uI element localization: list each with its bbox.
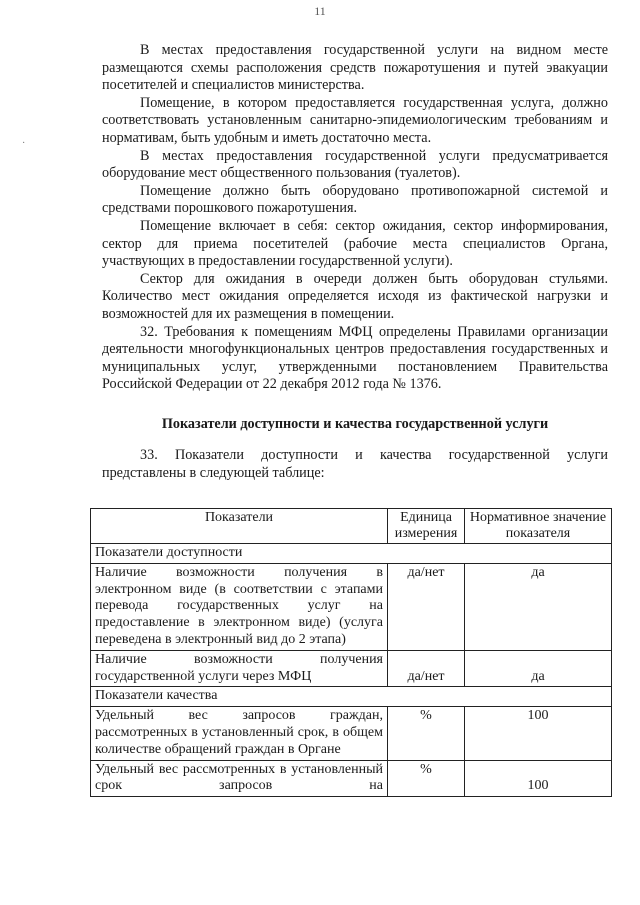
paragraph-room-sectors: Помещение включает в себя: сектор ожидания, сектор информирования, сектор для приема посетителей (рабочие места специалистов Органа, участвующих в предоставлении государственной услуги). <box>102 217 608 270</box>
section-row <box>91 544 612 564</box>
unit-cell: да/нет <box>388 563 465 650</box>
paragraph-fire-system: Помещение должно быть оборудовано противопожарной системой и средствами порошкового пожаротушения. <box>102 182 608 217</box>
unit-cell: % <box>388 760 465 797</box>
indicator-cell: Наличие возможности получения государственной услуги через МФЦ <box>91 650 388 687</box>
indicators-table <box>90 508 612 797</box>
indicator-cell: Удельный вес запросов граждан, рассмотренных в установленный срок, в общем количестве обращений граждан в Органе <box>91 707 388 760</box>
norm-cell: да <box>465 650 612 687</box>
margin-mark: · <box>22 138 26 149</box>
section-title-accessibility: Показатели доступности <box>91 544 612 564</box>
norm-cell: 100 <box>465 760 612 797</box>
norm-cell: 100 <box>465 707 612 760</box>
table-row <box>91 563 612 650</box>
table-row <box>91 707 612 760</box>
page-number: 11 <box>314 4 326 18</box>
paragraph-waiting-sector: Сектор для ожидания в очереди должен быть оборудован стульями. Количество мест ожидания определяется исходя из фактической нагрузки и возможностей для их размещения в помещении. <box>102 270 608 322</box>
document-body <box>102 42 608 483</box>
section-heading: Показатели доступности и качества государственной услуги <box>161 415 549 432</box>
paragraph-public-facilities: В местах предоставления государственной услуги предусматривается оборудование мест общественного пользования (туалетов). <box>102 147 608 182</box>
header-unit: Единица измерения <box>388 509 465 544</box>
norm-cell: да <box>465 563 612 650</box>
section-title-quality: Показатели качества <box>91 687 612 707</box>
paragraph-table-intro: 33. Показатели доступности и качества государственной услуги представлены в следующей таблице: <box>102 447 608 482</box>
paragraph-mfc-requirements: 32. Требования к помещениям МФЦ определены Правилами организации деятельности многофункциональных центров предоставления государственных и муниципальных услуг, утвержденными постановлением Правительства Российской Федерации от 22 декабря 2012 года № 1376. <box>102 323 608 393</box>
paragraph-sanitary-requirements: Помещение, в котором предоставляется государственная услуга, должно соответствовать установленным санитарно-эпидемиологическим требованиям и нормативам, быть удобным и иметь достаточно места. <box>102 94 608 146</box>
indicator-cell: Наличие возможности получения в электронном виде (в соответствии с этапами перевода государственных услуг на предоставление в электронном виде) (услуга переведена в электронный вид до 2 этапа) <box>91 563 388 650</box>
table-header-row <box>91 509 612 544</box>
unit-cell: % <box>388 707 465 760</box>
table-row <box>91 760 612 797</box>
header-norm: Нормативное значение показателя <box>465 509 612 544</box>
indicator-cell: Удельный вес рассмотренных в установленный срок запросов на <box>91 760 388 797</box>
header-indicator: Показатели <box>91 509 388 544</box>
unit-cell: да/нет <box>388 650 465 687</box>
paragraph-evacuation-schemes: В местах предоставления государственной услуги на видном месте размещаются схемы расположения средств пожаротушения и путей эвакуации посетителей и специалистов министерства. <box>102 42 608 94</box>
table-row <box>91 650 612 687</box>
section-row <box>91 687 612 707</box>
